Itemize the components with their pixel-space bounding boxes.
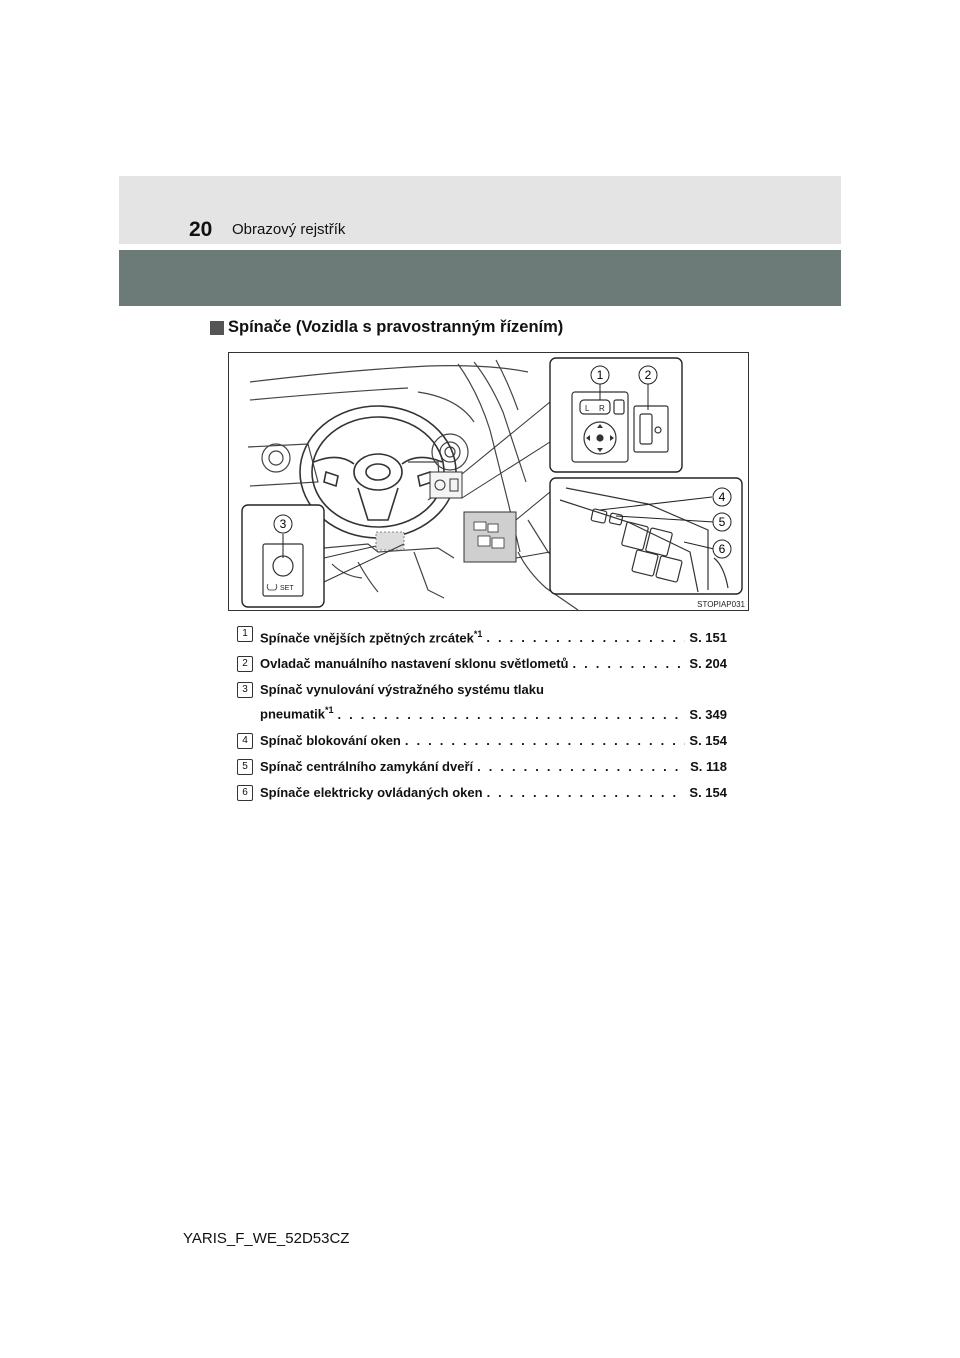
item-label: Spínače elektricky ovládaných oken <box>260 784 483 800</box>
list-item <box>237 757 727 777</box>
page-ref[interactable]: S. 154 <box>689 784 727 800</box>
item-label-line1: Spínač vynulování výstražného systému tlaku <box>260 682 544 698</box>
item-label: Ovladač manuálního nastavení sklonu světlometů <box>260 656 569 672</box>
item-label: pneumatik$^{*1}$ <box>260 705 334 722</box>
list-item <box>237 680 727 724</box>
item-label: Spínač blokování oken <box>260 732 401 748</box>
dot-leader <box>405 731 686 751</box>
callout-3: 3 <box>279 517 287 531</box>
callout-6: 6 <box>718 542 726 556</box>
dot-leader <box>338 705 686 725</box>
document-code: YARIS_F_WE_52D53CZ <box>183 1230 350 1247</box>
item-number: 4 <box>237 733 253 749</box>
dot-leader <box>486 628 685 648</box>
callout-5: 5 <box>718 515 726 529</box>
item-number: 1 <box>237 626 253 642</box>
dot-leader <box>477 757 686 777</box>
figure-code: STOPIAP031 <box>697 600 745 609</box>
list-item <box>237 731 727 751</box>
set-label: SET <box>280 585 294 592</box>
switch-list <box>237 624 727 809</box>
page-number: 20 <box>189 218 213 241</box>
page-ref[interactable]: S. 349 <box>689 706 727 722</box>
page-ref[interactable]: S. 204 <box>689 656 727 672</box>
callout-2: 2 <box>644 368 652 382</box>
page-ref[interactable]: S. 154 <box>689 732 727 748</box>
section-title: Obrazový rejstřík <box>232 221 346 238</box>
heading-square-icon <box>210 321 224 335</box>
item-number: 6 <box>237 785 253 801</box>
chapter-band <box>119 250 841 306</box>
page-ref[interactable]: S. 118 <box>690 758 727 774</box>
item-label: Spínače vnějších zpětných zrcátek$^{*1}$ <box>260 629 483 646</box>
item-label: Spínač centrálního zamykání dveří <box>260 758 474 774</box>
item-number: 3 <box>237 682 253 698</box>
dot-leader <box>487 783 686 803</box>
header-band <box>119 176 841 244</box>
mirror-label-r: R <box>599 404 605 413</box>
item-number: 2 <box>237 656 253 672</box>
list-item <box>237 783 727 803</box>
item-number: 5 <box>237 759 253 775</box>
section-heading <box>210 318 563 337</box>
page-ref[interactable]: S. 151 <box>689 630 727 646</box>
tpms-reset-inset <box>241 504 325 608</box>
callout-4: 4 <box>718 490 726 504</box>
callout-1: 1 <box>596 368 604 382</box>
heading-text: Spínače (Vozidla s pravostranným řízením) <box>228 318 564 336</box>
mirror-label-l: L <box>585 404 590 413</box>
dot-leader <box>572 654 685 674</box>
list-item <box>237 624 727 648</box>
list-item <box>237 654 727 674</box>
